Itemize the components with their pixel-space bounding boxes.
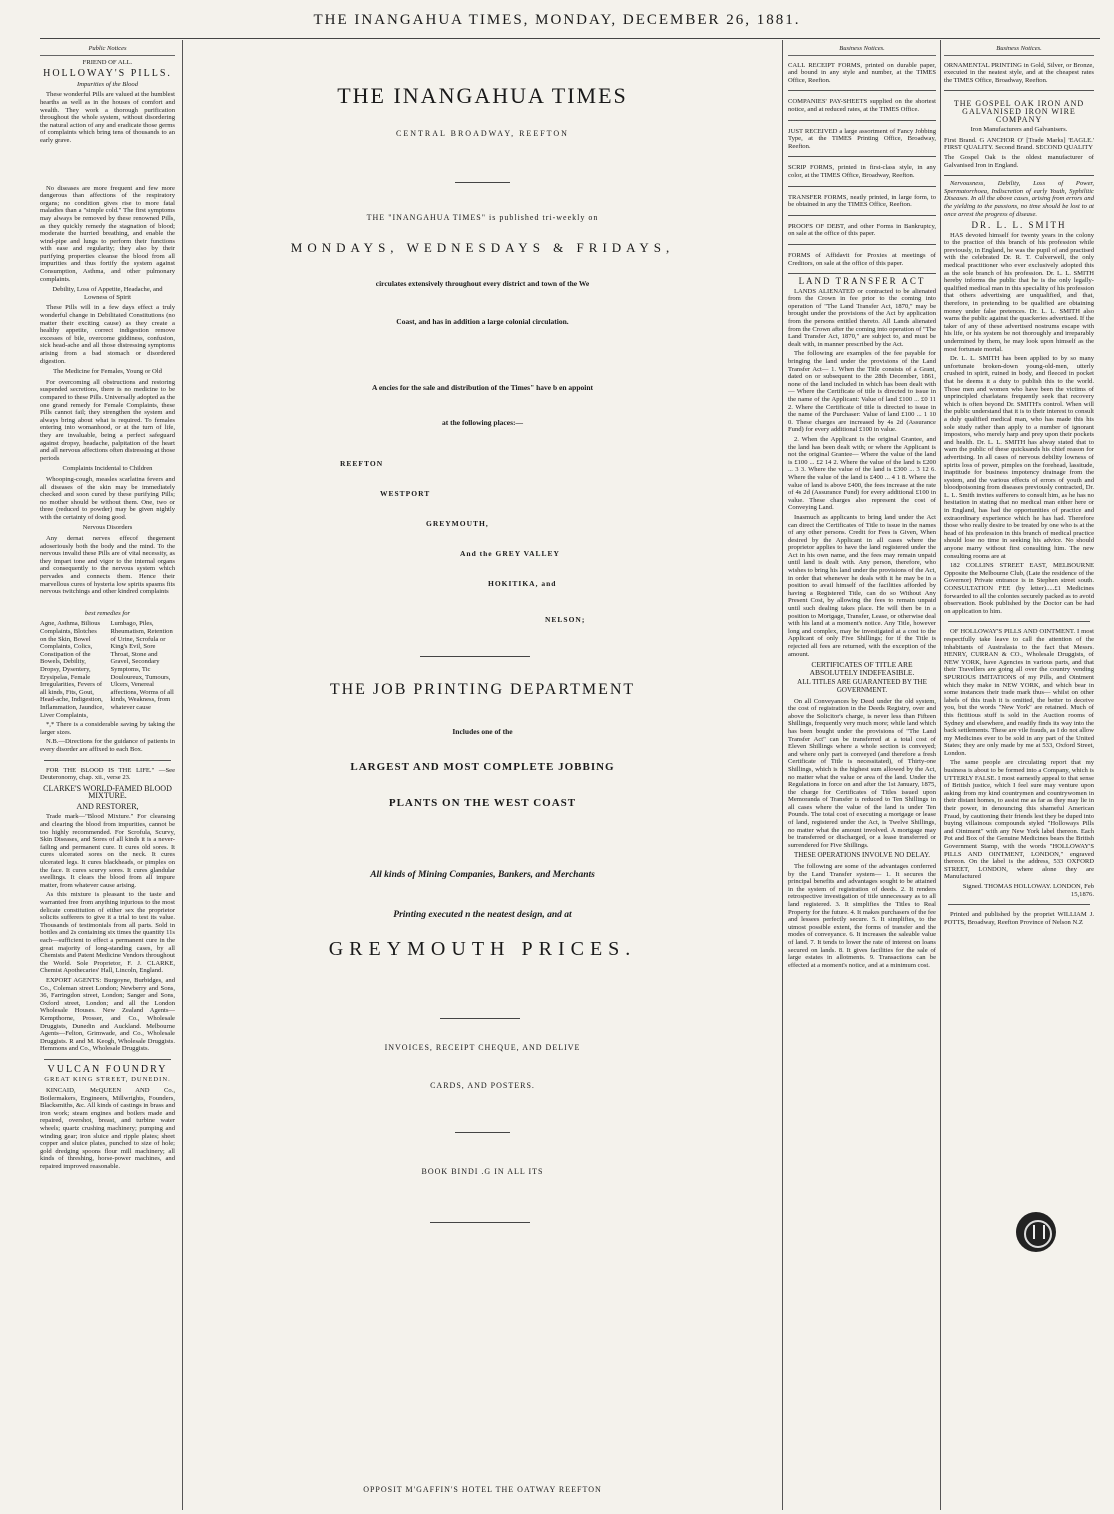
paper-address: CENTRAL BROADWAY, REEFTON: [396, 129, 569, 138]
divider: [44, 760, 171, 761]
job-dept-line: BOOK BINDI .G IN ALL ITS: [421, 1167, 544, 1176]
ad-paragraph: As this mixture is pleasant to the taste and warranted free from anything injurious to the most delicate constitution of either sex the proprietor solicits sufferers to give it a trial to test its value. Thousands of testimonials from all parts. Sold in bottles and 2s containing six times the quantity 11s each—sufficient to effect a permanent cure in the great majority of long-standing cases, by all Chemists and Patent Medicine Vendors throughout the World. Sole Proprietor, F. J. CLARKE, Chemist Apothecaries' Hall, Lincoln, England.: [40, 891, 175, 975]
prices-heading: GREYMOUTH PRICES.: [328, 938, 637, 960]
ornament-rule: [430, 1222, 530, 1223]
ad-paragraph: On all Conveyances by Deed under the old system, the cost of registration in the Deeds Registry, over and above the Solicitor's charge, is never less than Fifteen Shillings, frequently very much more; while land which has been bought under the provisions of "The Land Transfer Act" can be transferred at a total cost of Eleven Shillings where a whole section is conveyed; and where only part is conveyed (and therefore a fresh Certificate of Title is necessitated), of Thirty-one Shillings, which is the highest sum allowed by the Act, no matter what the value or area of the land. Under the Regulations in force on and after the 1st January, 1875, the charge for Certificates of Titles issued upon Memoranda of Transfer is reduced to Ten Shillings in all cases where the value of the land is under Ten Pounds. The total cost of executing a mortgage or lease of land, registered under the Act, is Twelve Shillings, no matter what the amount involved. A mortgage may be transferred or discharged, or a lease transferred or surrendered for Five Shillings.: [788, 697, 936, 849]
ad-subheading: The Medicine for Females, Young or Old: [53, 368, 162, 376]
ad-subtitle: Iron Manufacturers and Galvanisers.: [970, 126, 1068, 134]
publication-line: THE "INANGAHUA TIMES" is published tri-weekly on: [366, 213, 599, 222]
notice: [788, 95, 936, 120]
column-label: Public Notices: [40, 45, 175, 56]
job-dept-line: All kinds of Mining Companies, Bankers, and Merchants: [370, 870, 595, 880]
top-rule: [40, 38, 1100, 39]
ad-paragraph: The following are examples of the fee payable for bringing the land under the provisions of the Land Transfer Act— 1. When the Title consists of a Grant, dated on or subsequent to the 28th December, 1861, none of the land included in which has been dealt with— Where the Certificate of title is directed to issue in the name of the Applicant: Value of land £100 ... £0 11 2. Where the Certificate of title is directed to issue in the name of the Purchaser: Value of land £100 ... 1 10 0. These charges are increased by 4s 2d (Assurance Fund) for every additional £100 in value.: [788, 350, 936, 434]
notice: [788, 191, 936, 216]
notice: [788, 59, 936, 92]
ornament-rule: [440, 1018, 520, 1019]
notice-text: PROOFS OF DEBT, and other Forms in Bankruptcy, on sale at the office of this paper.: [788, 222, 936, 238]
ad-paragraph: These wonderful Pills are valued at the humblest hearths as well as in the houses of comfort and wealth. They work a thorough purification throughout the whole system, without disordering the natural action of any and eradicate those germs of complaints which bring tens of thousands to an early grave.: [40, 91, 175, 144]
ad-paragraph: HAS devoted himself for twenty years in the colony to the practice of this branch of his profession while previously, in England, he was the pupil of and practised with the celebrated Dr. R. T. Culverwell, the only medical practitioner who ever exclusively adopted this as the sole branch of his profession. Dr. L. L. SMITH hereby informs the public that he is the only legally-qualified medical man in this speciality of his profession that others advertising are unqualified, and that, therefore, in pretending to be qualified are obtaining money under false pretences. Dr. L. L. SMITH also warns the public against the quackeries advertised. If the taker of any of these advertised nostrums escape with his life, or his system be not thoroughly and irreparably undermined by them, he may look upon himself as the most fortunate mortal.: [944, 231, 1094, 353]
notice-text: SCRIP FORMS, printed in first-class style, in any color, at the TIMES Office, Broadway, Reefton.: [788, 164, 936, 179]
ad-title: CLARKE'S WORLD-FAMED BLOOD MIXTURE.: [43, 783, 172, 801]
ad-paragraph: For overcoming all obstructions and restoring suspended secretions, there is no medicine to be compared to these Pills. Universally adopted as the one grand remedy for Female Complaints, these Pills cannot fail; they strengthen the system and always bring about what is required. To females entering into womanhood, or at the turn of life, they are invaluable, being a perfect safeguard against dropsy, headache, palpitation of the heart and all nervous affections often distressing at those periods: [40, 378, 175, 462]
ad-title: AND RESTORER,: [76, 801, 139, 811]
paper-title: THE INANGAHUA TIMES: [337, 83, 628, 108]
trade-mark-emblem: [1016, 1212, 1056, 1252]
agency-place: HOKITIKA, and: [488, 579, 557, 588]
job-dept-line: LARGEST AND MOST COMPLETE JOBBING: [350, 761, 615, 773]
notice: [788, 249, 936, 274]
ad-title: DR. L. L. SMITH: [971, 220, 1067, 231]
ad-note: N.B.—Directions for the guidance of patients in every disorder are affixed to each Box.: [40, 738, 175, 753]
ad-subheading: ALL TITLES ARE GUARANTEED BY THE GOVERNMENT.: [797, 678, 927, 694]
notice-text: ORNAMENTAL PRINTING in Gold, Silver, or Bronze, executed in the neatest style, and at the cheapest rates the TIMES Office, Broadway, Reefton.: [944, 61, 1094, 84]
ad-subheading: Nervous Disorders: [82, 524, 133, 532]
circulation-line: circulates extensively throughout every district and town of the We: [375, 279, 590, 288]
notice: [788, 161, 936, 186]
column-times-advertisement: [190, 42, 775, 1512]
ad-subheading: best remedies for: [84, 609, 131, 617]
column-rule: [782, 40, 783, 1510]
divider: [948, 621, 1090, 622]
job-dept-heading: THE JOB PRINTING DEPARTMENT: [329, 681, 636, 698]
ad-paragraph: No diseases are more frequent and few more dangerous than affections of the respiratory organs; no condition gives rise to more fatal maladies than a "simple cold." The first symptoms may always be removed by these renowned Pills, as they quickly remedy the stagnation of blood; moderate the hurried breathing, and enable the wind-pipe and lungs to perform their functions with ease and regularity; they also by their purifying properties cleanse the blood from all impurities and thus fortify the system against Consumption, Asthma, and other pulmonary complaints.: [40, 184, 175, 283]
ad-paragraph: LANDS ALIENATED or contracted to be alienated from the Crown in fee prior to the coming into operation of "The Land Transfer Act, 1870," may be brought under the provisions of the Act by application from the persons entitled thereto. All Lands alienated from the Crown after the coming into operation of "The Land Transfer Act, 1870," are subject to, and must be dealt with, in manner prescribed by the Act.: [788, 287, 936, 348]
ad-paragraph: These Pills will in a few days effect a truly wonderful change in Debilitated Constitutions (no matter their exciting cause) as they create a healthy appetite, correct indigestion remove excesses of bile, overcome giddiness, confusion, sick head-ache and all those distressing symptoms arising from a bad stomach or disordered digestion.: [40, 304, 175, 365]
masthead: THE INANGAHUA TIMES, MONDAY, DECEMBER 26, 1881.: [313, 12, 801, 28]
ad-paragraph: Trade mark—"Blood Mixture." For cleansing and clearing the blood from impurities, cannot be too highly recommended. For Scrofula, Scurvy, Skin Diseases, and Sores of all kinds it is a never-failing and permanent cure. It cures old sores. It cures ulcerated sores on the neck. It cures ulcerated legs. It cures blackheads, or pimples on the face. It cures scurvy sores. It cures glandular swellings. It clears the blood from all impure matter, from whatever cause arising.: [40, 813, 175, 889]
ad-paragraph: The same people are circulating report that my business is about to be formed into a Company, which is UTTERLY FALSE. I most earnestly appeal to that sense of British justice, which I feel sure may venture upon asking from my kind countrymen and countrywomen in their distant homes, to assist me as far as they may lie in their power, in denouncing this shameful American Fraud, by cautioning their friends lest they be duped into buying villainous compounds styled "Holloways Pills and Ointment" with any New York label thereon. Each Pot and Box of the Genuine Medicines bears the British Government Stamp, with the words "HOLLOWAY'S PILLS AND OINTMENT, LONDON," engraved thereon. On the label is the address, 533 OXFORD STREET, LONDON, where alone they are Manufactured: [944, 759, 1094, 881]
agency-place: REEFTON: [340, 459, 384, 468]
printer-imprint: Printed and published by the propriet WILLIAM J. POTTS, Broadway, Reefton Province of Nelson N.Z: [944, 911, 1094, 926]
agency-place: GREYMOUTH,: [426, 519, 489, 528]
ad-paragraph: EXPORT AGENTS: Burgoyne, Burbidges, and Co., Coleman street London; Newberry and Sons, 36, Farringdon street, London; Sanger and Sons, Oxford street, London; and all the London Wholesale Houses. New Zealand Agents—Kempthorne, Prosser, and Co., Wholesale Druggists, Dunedin and Auckland. Melbourne Agents—Felton, Grimwade, and Co., Wholesale Druggists. R and M. Keogh, Wholesale Druggists. Hemmons and Co., Wholesale Druggists.: [40, 976, 175, 1053]
ad-paragraph: 2. When the Applicant is the original Grantee, and the land has been dealt with; or where the Applicant is not the original Grantee— Where the value of the land is £100 ... £2 14 2. Where the value of the land is £200 ... 3 3. Where the value of the land is £300 ... 3 12 6. Where the value of the land is £400 ... 4 1 8. Where the value of land is above £400, the fees increase at the rate of 4s 2d (Assurance Fund) for every additional £100 in value. These charges also represent the cost of Conveying Land.: [788, 435, 936, 512]
ad-paragraph: Inasmuch as applicants to bring land under the Act can direct the Certificates of Title to issue in the names of any other persons. Credit for Fees is Given, When desired by the Applicant in all cases where the proprietor applies to have the land registered under the Act in his own name, and the fees may remain unpaid until land is dealt with. Any person, therefore, who wishes to bring his land under the provisions of the Act, in order that whenever he deals with it he may be in a position to avail himself of the facilities afforded by having a Registered Title, can do so Without Any Present Cost, by allowing the fees to remain unpaid until such dealing takes place. He will then be in a position to Mortgage, Transfer, Lease, or otherwise deal with his land at a moment's notice. Any Title, however long and complex, may be investigated at a cost to the Applicant of only Five Shillings; for if the Title is rejected all fees are returned, with the exception of the amount.: [788, 513, 936, 658]
notice: [788, 220, 936, 245]
column-rule: [940, 40, 941, 1510]
column-business-notices-2: [944, 42, 1094, 1512]
ad-paragraph: Nervousness, Debility, Loss of Power, Spermatorrhoea, Indiscretion of early Youth, Syphilitic Diseases. In all the above cases, arising from errors and the yielding to the passions, no time should be lost to at once arrest the progress of disease.: [944, 180, 1094, 218]
divider: [948, 904, 1090, 905]
ad-paragraph: First Brand. G ANCHOR O' [Trade Marks] 'EAGLE.' FIRST QUALITY. Second Brand. SECOND QUALITY: [944, 136, 1094, 152]
ailment-list: Agne, Asthma, Bilious Complaints, Blotches on the Skin, Bowel Complaints, Colics, Constipation of the Bowels, Debility, Dropsy, Dysentery, Erysipelas, Female Irregularities, Fevers of all kinds, Fits, Gout, Head-ache, Indigestion, Inflammation, Jaundice, Liver Complaints, Lumbago, Piles, Rheumatism, Retention of Urine, Scrofula or King's Evil, Sore Throat, Stone and Gravel, Secondary Symptoms, Tic Douloureux, Tumours, Ulcers, Venereal affections, Worms of all kinds, Weakness, from whatever cause: [40, 620, 174, 719]
agency-place: NELSON;: [545, 615, 586, 624]
ad-paragraph: The following are some of the advantages conferred by the Land Transfer system— 1. It secures the principal benefits and advantages sought to be attained in the system of registration of deeds. 2. It renders retrospective investigation of title unnecessary as to all land registered. 3. It simplifies the Titles to Real Property for the future. 4. It makes purchasers of the fee and lessees perfectly secure. 5. It simplifies, to the utmost possible extent, the forms of transfer and the modes of conveyance. 6. It increases the saleable value of land. 7. It tends to lower the rate of interest on loans secured on lands. 8. It gives facilities for the sale of large estates in allotments. 9. Transactions can be effected at a moment's notice, and at a minimum cost.: [788, 863, 936, 969]
ad-subtitle: Impurities of the Blood: [77, 80, 138, 88]
ornament-rule: [455, 182, 510, 183]
notice-text: JUST RECEIVED a large assortment of Fancy Jobbing Type, at the TIMES Printing Office, Broadway, Reefton.: [788, 127, 936, 150]
notice-text: CALL RECEIPT FORMS, printed on durable paper, and bound in any style and number, at the TIMES Office, Reefton.: [788, 61, 936, 84]
ad-heading: FOR THE BLOOD IS THE LIFE." —See Deuteronomy, chap. xii., verse 23.: [40, 766, 175, 782]
agencies-line: at the following places:—: [441, 418, 524, 427]
job-dept-line: Printing executed n the neatest design, and at: [393, 910, 572, 920]
circulation-line: Coast, and has in addition a large colonial circulation.: [396, 317, 569, 326]
ad-subheading: Debility, Loss of Appetite, Headache, and Lowness of Spirit: [52, 286, 163, 301]
ad-subheading: Complaints Incidental to Children: [62, 465, 153, 473]
ad-title: THE GOSPEL OAK IRON AND GALVANISED IRON WIRE COMPANY: [953, 99, 1085, 124]
ad-note: *,* There is a considerable saving by taking the larger sizes.: [40, 721, 175, 736]
agency-place: WESTPORT: [380, 489, 431, 498]
ornament-rule: [455, 1132, 510, 1133]
divider: [44, 1059, 171, 1060]
column-rule: [182, 40, 183, 1510]
notice-text: COMPANIES' PAY-SHEETS supplied on the shortest notice, and at reduced rates, at the TIMES Office.: [788, 98, 936, 113]
signature-line: Signed. THOMAS HOLLOWAY. LONDON, Feb 15,1876.: [962, 882, 1094, 898]
ad-paragraph: Any dernat nerves effecof thegement adoseriously both the body and the mind. To the nervous invalid these Pills are of vital necessity, as they impart tone and vigor to the internal organs and consequently to the nervous system which pervades and connects them. Hence their marvellous cures of hysteria low spirits spasms fits nervous twitchings and other kindred complaints: [40, 535, 175, 596]
column-label: Business Notices.: [788, 45, 936, 56]
ad-paragraph: OF HOLLOWAY'S PILLS AND OINTMENT. I most respectfully take leave to call the attention of the inhabitants of Australasia to the fact that Messrs. HENRY, CURRAN & CO., Wholesale Druggists, of NEW YORK, have Agencies in various parts, and that their Travellers are going all over the country vending SPURIOUS IMITATIONS of my Pills, and Ointment which they make in NEW YORK, and which bear in some instances their trade mark thus— whilst on other labels of this trash it is omitted, the better to deceive you, but the words "New York" are retained. Much of this fictitious stuff is sold in the Auction rooms of Sydney and elsewhere, and readily finds its way into the back settlements. These are vile frauds, as I do not allow my Medicines ever to be sold in any part of the United States; they are only made by me at 533, Oxford Street, London.: [944, 628, 1094, 757]
ad-paragraph: Dr. L. L. SMITH has been applied to by so many unfortunate broken-down young-old-men, utterly crushed in spirit, ruined in body, and fleeced in pocket that he deems it a duty to publish this to the world. Those men and women who have been the victims of unprincipled charlatans frequently seek that recovery which is often beyond Dr. SMITH's control. When will the public understand that it is to their interest to consult a duly qualified medical man, who has made this his sole study rather than apply to a number of ignorant impostors, who merely harp and prey upon their pockets and health. Dr. L. L. SMITH has alway stated that to warn the public of these quicksands his chief reason for advertising. In all cases of nervous debility lowness of spirits loss of power, pimples on the forehead, lassitude, inaptitude for business impotency drainage from the system, and the various effects of errors of youth and bloodpoisoning from diseases previously contracted, Dr. L. L. Smith invites sufferers to consult him, as he has no hesitation in stating that no medical man either here or in England, has had the opportunities of practice and extraordinary experience which he has had. Therefore those who really desire to be treated by one who is at the head of his profession in this branch of medical practice should lose no time in seeking his advice. No should anyone marry without first consulting him. The new consulting rooms are at: [944, 355, 1094, 560]
column-public-notices: [40, 42, 175, 1512]
ad-subtitle: GREAT KING STREET, DUNEDIN.: [44, 1076, 171, 1084]
ad-title: LAND TRANSFER ACT: [798, 276, 926, 287]
notice: [788, 125, 936, 158]
ad-paragraph: Whooping-cough, measles scarlatina fevers and all diseases of the skin may be immediately checked and soon cured by these purifying Pills; no mother should be without them. One, two or three (reduced to powder) may be given nightly with the certainty of doing good.: [40, 475, 175, 521]
ad-title: VULCAN FOUNDRY: [47, 1063, 168, 1075]
ad-heading: FRIEND OF ALL.: [82, 58, 133, 66]
ad-paragraph: The Gospel Oak is the oldest manufacturer of Galvanised Iron in England.: [944, 153, 1094, 169]
publication-days: MONDAYS, WEDNESDAYS & FRIDAYS,: [290, 240, 675, 255]
job-dept-line: CARDS, AND POSTERS.: [430, 1081, 535, 1090]
notice-text: FORMS of Affidavit for Proxies at meetings of Creditors, on sale at the office of this paper.: [788, 251, 936, 267]
ad-subheading: CERTIFICATES OF TITLE ARE ABSOLUTELY INDEFEASIBLE.: [809, 660, 915, 677]
job-dept-line: INVOICES, RECEIPT CHEQUE, AND DELIVE: [384, 1043, 581, 1052]
column-business-notices: [788, 42, 936, 1512]
ad-paragraph: KINCAID, McQUEEN AND Co., Boilermakers, Engineers, Millwrights, Founders, Blacksmiths, &c. All kinds of castings in brass and iron work; steam engines and boilers made and repaired, overshot, breast, and turbine water wheels; quartz crushing machinery; pumping and winding gear; iron sluice and ripple plates; sheet copper and sluice plates, punched to size of hole; gold dredging spoons flour mill machinery; all kinds of threshing, horse-power machines, and repaired improved reasonable.: [40, 1087, 175, 1170]
office-address: OPPOSIT M'GAFFIN'S HOTEL THE OATWAY REEFTON: [363, 1485, 602, 1494]
job-dept-line: Includes one of the: [452, 727, 513, 736]
ad-subheading: THESE OPERATIONS INVOLVE NO DELAY.: [793, 851, 931, 860]
ornament-rule: [420, 656, 530, 657]
notice: [944, 59, 1094, 92]
agencies-line: A encies for the sale and distribution of the Times" have b en appoint: [371, 383, 594, 392]
agency-place: And the GREY VALLEY: [460, 549, 560, 558]
ad-title: HOLLOWAY'S PILLS.: [43, 68, 172, 80]
notice: [944, 95, 1094, 176]
notice-text: TRANSFER FORMS, neatly printed, in large form, to be obtained in any the TIMES Office, Reefton.: [788, 193, 936, 209]
job-dept-line: PLANTS ON THE WEST COAST: [388, 797, 577, 809]
ad-paragraph: 182 COLLINS STREET EAST, MELBOURNE Opposite the Melbourne Club, (Late the residence of the Governor) Private entrance is in Stephen street south. CONSULTATION FEE (by letter).....£1 Medicines forwarded to all the colonies securely packed as to avoid observation. Book published by the Doctor can be had on application to him.: [944, 562, 1094, 615]
column-label: Business Notices.: [944, 45, 1094, 56]
